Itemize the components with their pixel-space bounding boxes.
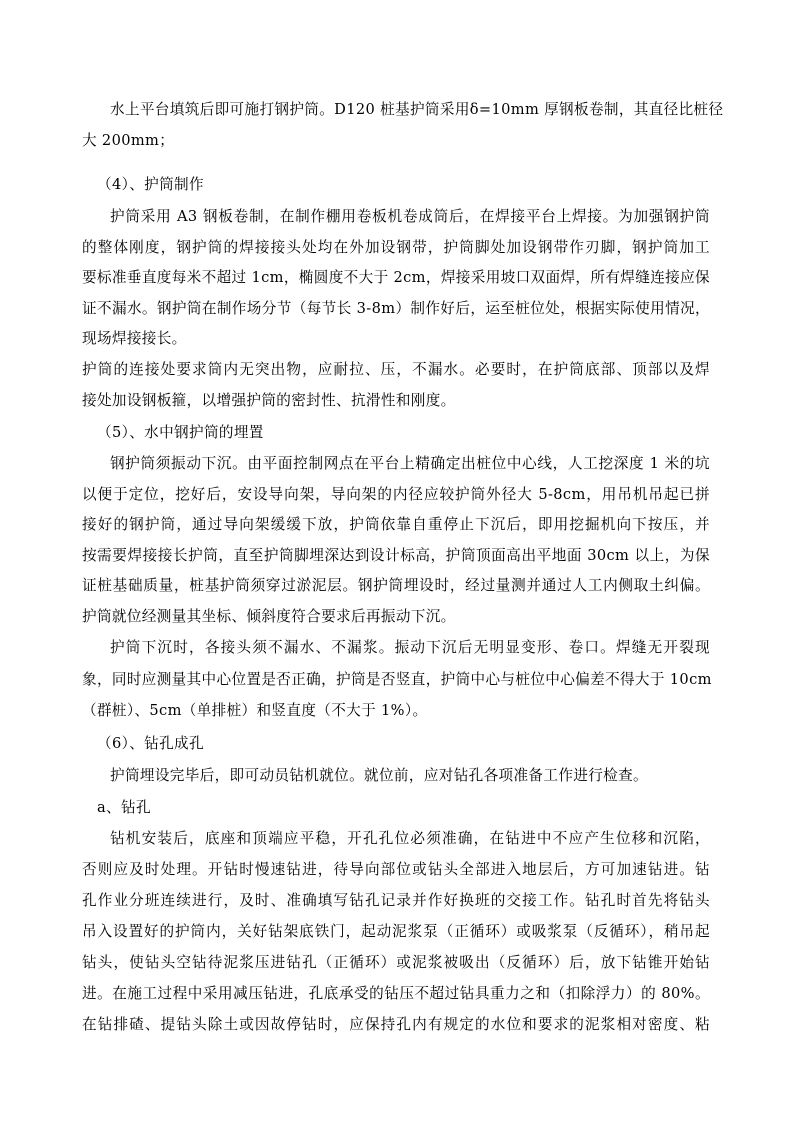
text-line: 要标准垂直度每米不超过 1cm，椭圆度不大于 2cm，焊接采用坡口双面焊，所有焊缝连接应保	[82, 269, 710, 286]
text-line: 护筒的连接处要求筒内无突出物，应耐拉、压，不漏水。必要时，在护筒底部、顶部以及焊	[82, 361, 710, 378]
text-line: （群桩）、5cm（单排桩）和竖直度（不大于 1%）。	[82, 702, 428, 719]
text-line: 护筒埋设完毕后，即可动员钻机就位。就位前，应对钻孔各项准备工作进行检查。	[110, 767, 648, 784]
text-line: 接处加设钢板箍，以增强护筒的密封性、抗滑性和刚度。	[82, 392, 456, 409]
text-line: 现场焊接接长。	[82, 330, 187, 347]
text-line: 吊入设置好的护筒内，关好钻架底铁门，起动泥浆泵（正循环）或吸浆泵（反循环），稍吊起	[82, 923, 710, 940]
text-line: 大 200mm；	[82, 132, 175, 149]
text-line: 以便于定位，挖好后，安设导向架，导向架的内径应较护筒外径大 5-8cm，用吊机吊起已拼	[82, 486, 710, 503]
text-line: 按需要焊接接长护筒，直至护筒脚埋深达到设计标高，护筒顶面高出平地面 30cm 以上，为保	[82, 547, 710, 564]
text-line: 护筒采用 A3 钢板卷制，在制作棚用卷板机卷成筒后，在焊接平台上焊接。为加强钢护筒	[110, 208, 710, 225]
section-heading: （5）、水中钢护筒的埋置	[97, 424, 264, 441]
text-line: 在钻排碴、提钻头除土或因故停钻时，应保持孔内有规定的水位和要求的泥浆相对密度、粘	[82, 1016, 710, 1033]
text-line: 进。在施工过程中采用减压钻进，孔底承受的钻压不超过钻具重力之和（扣除浮力）的 80%。	[82, 985, 710, 1002]
text-line: 象，同时应测量其中心位置是否正确，护筒是否竖直，护筒中心与桩位中心偏差不得大于 10cm	[82, 671, 712, 688]
text-line: 的整体刚度，钢护筒的焊接接头处均在外加设钢带，护筒脚处加设钢带作刃脚，钢护筒加工	[82, 239, 710, 256]
section-heading: （4）、护筒制作	[97, 176, 204, 193]
text-line: 钢护筒须振动下沉。由平面控制网点在平台上精确定出桩位中心线，人工挖深度 1 米的坑	[110, 455, 710, 472]
section-heading: a、钻孔	[97, 799, 151, 816]
section-heading: （6）、钻孔成孔	[97, 735, 204, 752]
text-line: 钻头，使钻头空钻待泥浆压进钻孔（正循环）或泥浆被吸出（反循环）后，放下钻锥开始钻	[82, 954, 710, 971]
text-line: 接好的钢护筒，通过导向架缓缓下放，护筒依靠自重停止下沉后，即用挖掘机向下按压，并	[82, 516, 710, 533]
text-line: 证桩基础质量，桩基护筒须穿过淤泥层。钢护筒埋设时，经过量测并通过人工内侧取土纠偏。	[82, 577, 710, 594]
text-line: 护筒下沉时，各接头须不漏水、不漏浆。振动下沉后无明显变形、卷口。焊缝无开裂现	[110, 639, 710, 656]
text-line: 证不漏水。钢护筒在制作场分节（每节长 3-8m）制作好后，运至桩位处，根据实际使用情况，	[82, 300, 710, 317]
text-line: 钻机安装后，底座和顶端应平稳，开孔孔位必须准确，在钻进中不应产生位移和沉陷，	[110, 830, 710, 847]
text-line: 水上平台填筑后即可施打钢护筒。D120 桩基护筒采用δ=10mm 厚钢板卷制，其直径比桩径	[110, 101, 724, 118]
text-line: 护筒就位经测量其坐标、倾斜度符合要求后再振动下沉。	[82, 608, 456, 625]
text-line: 孔作业分班连续进行，及时、准确填写钻孔记录并作好换班的交接工作。钻孔时首先将钻头	[82, 892, 710, 909]
text-line: 否则应及时处理。开钻时慢速钻进，待导向部位或钻头全部进入地层后，方可加速钻进。钻	[82, 861, 710, 878]
